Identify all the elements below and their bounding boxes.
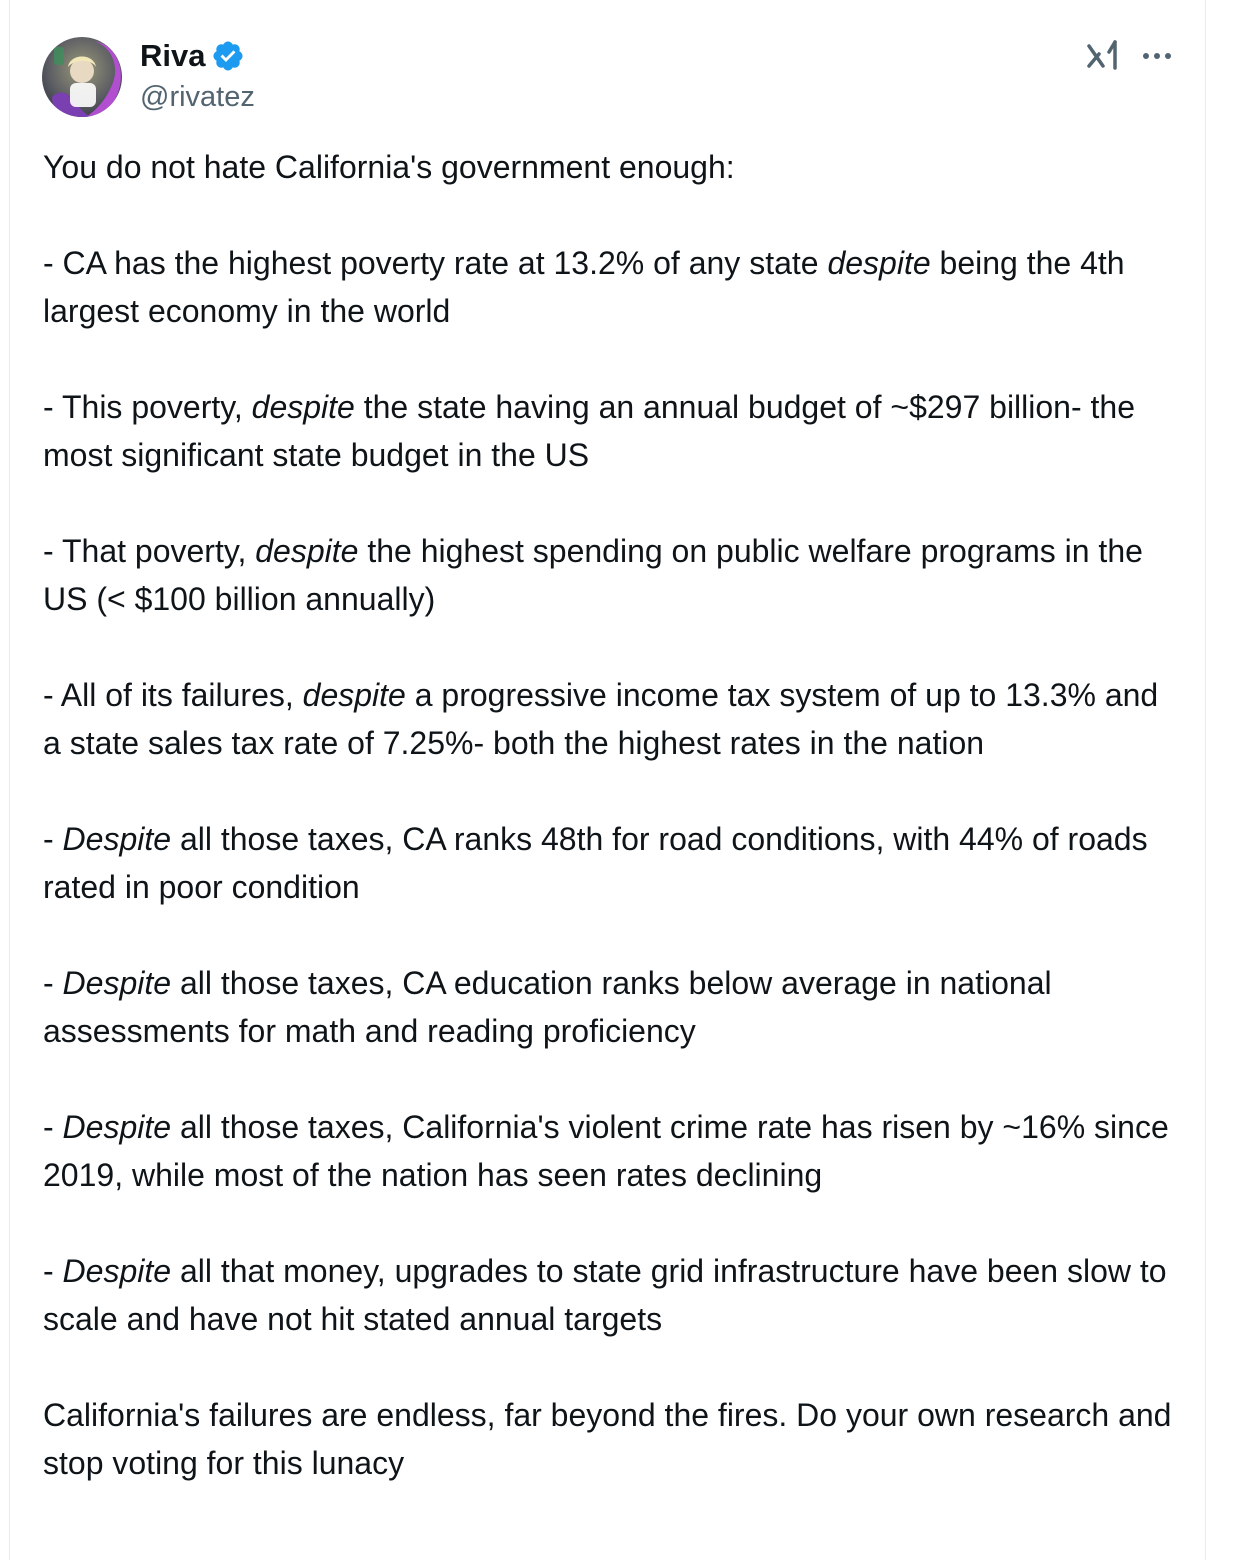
tweet-paragraph	[43, 1391, 1183, 1487]
tweet-paragraph	[43, 383, 1183, 479]
tweet-emphasis: despite	[255, 533, 359, 569]
tweet-paragraph	[43, 239, 1183, 335]
tweet-text-segment: -	[43, 1253, 63, 1289]
tweet-paragraph	[43, 1103, 1183, 1199]
tweet-text-segment: the state having an annual budget of ~$297 billion- the most significant state budget in the US	[43, 389, 1135, 473]
avatar[interactable]	[42, 37, 122, 117]
tweet-emphasis: Despite	[62, 1253, 172, 1289]
grok-icon[interactable]	[1085, 38, 1121, 74]
tweet-text-segment: all those taxes, CA education ranks below average in national assessments for math and reading proficiency	[43, 965, 1052, 1049]
tweet-text-segment: all those taxes, California's violent crime rate has risen by ~16% since 2019, while most of the nation has seen rates declining	[43, 1109, 1169, 1193]
tweet-text	[43, 143, 1183, 1487]
tweet-emphasis: despite	[302, 677, 406, 713]
tweet-text-segment: a progressive income tax system of up to 13.3% and a state sales tax rate of 7.25%- both the highest rates in the nation	[43, 677, 1159, 761]
tweet-text-segment: California's failures are endless, far beyond the fires. Do your own research and stop voting for this lunacy	[43, 1397, 1172, 1481]
tweet-text-segment: all those taxes, CA ranks 48th for road conditions, with 44% of roads rated in poor condition	[43, 821, 1148, 905]
tweet-text-segment: -	[43, 965, 63, 1001]
tweet-emphasis: despite	[251, 389, 355, 425]
tweet-card	[9, 0, 1206, 1560]
author-handle[interactable]: @rivatez	[140, 81, 255, 113]
tweet-text-segment: -	[43, 1109, 63, 1145]
tweet-paragraph	[43, 1247, 1183, 1343]
tweet-text-segment: - That poverty,	[43, 533, 256, 569]
tweet-paragraph	[43, 671, 1183, 767]
tweet-text-segment: - This poverty,	[43, 389, 252, 425]
author-name-row[interactable]	[140, 38, 245, 74]
tweet-text-segment: -	[43, 821, 63, 857]
tweet-emphasis: Despite	[62, 965, 172, 1001]
tweet-text-segment: You do not hate California's government enough:	[43, 149, 735, 185]
tweet-paragraph	[43, 815, 1183, 911]
tweet-paragraph	[43, 143, 1183, 191]
tweet-paragraph	[43, 959, 1183, 1055]
tweet-emphasis: Despite	[62, 821, 172, 857]
tweet-emphasis: Despite	[62, 1109, 172, 1145]
tweet-text-segment: - All of its failures,	[43, 677, 303, 713]
tweet-paragraph	[43, 527, 1183, 623]
tweet-emphasis: despite	[827, 245, 931, 281]
more-options-icon[interactable]	[1140, 42, 1174, 70]
tweet-text-segment: - CA has the highest poverty rate at 13.2% of any state	[43, 245, 828, 281]
tweet-text-segment: the highest spending on public welfare programs in the US (< $100 billion annually)	[43, 533, 1143, 617]
verified-badge-icon[interactable]	[211, 39, 245, 73]
author-name[interactable]: Riva	[140, 38, 206, 73]
tweet-text-segment: being the 4th largest economy in the world	[43, 245, 1125, 329]
tweet-text-segment: all that money, upgrades to state grid infrastructure have been slow to scale and have not hit stated annual targets	[43, 1253, 1167, 1337]
